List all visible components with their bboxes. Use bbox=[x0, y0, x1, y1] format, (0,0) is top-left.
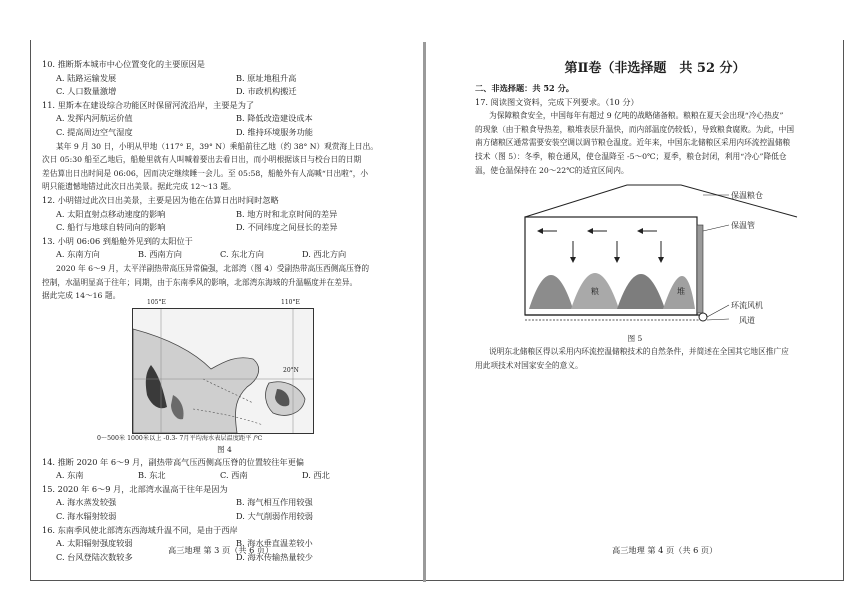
q15-option-d: D. 大气削弱作用较弱 bbox=[236, 511, 313, 522]
q14-option-a: A. 东南 bbox=[56, 470, 84, 481]
q16-option-d: D. 海水传输热量较少 bbox=[236, 551, 313, 562]
page-4-footer: 高三地理 第 4 页（共 6 页） bbox=[612, 545, 718, 555]
q15-stem: 15. 2020 年 6～9 月，北部湾水温高于往年是因为 bbox=[42, 483, 228, 494]
q11-option-c: C. 提高周边空气湿度 bbox=[56, 126, 133, 137]
question-line: 用此项技术对国家安全的意义。 bbox=[475, 360, 583, 370]
q10-option-d: D. 市政机构搬迁 bbox=[236, 86, 297, 97]
map-label-105e: 105°E bbox=[147, 298, 166, 306]
passage-14-16 bbox=[42, 262, 407, 303]
q13-options bbox=[42, 248, 407, 262]
q12-option-d: D. 不同纬度之间昼长的差异 bbox=[236, 222, 338, 233]
label-pipe: 保温管 bbox=[731, 221, 755, 231]
grain-label-1: 粮 bbox=[591, 287, 599, 297]
q11-options bbox=[42, 112, 407, 139]
q17-question bbox=[475, 345, 835, 372]
q12-option-b: B. 地方时和北京时间的差异 bbox=[236, 208, 338, 219]
page-fold-shadow bbox=[423, 42, 426, 582]
q14-option-c: C. 西南 bbox=[220, 470, 248, 481]
passage-line: 明只能遗憾地错过此次日出美景。据此完成 12～13 题。 bbox=[42, 182, 236, 192]
q11-option-d: D. 维持环境服务功能 bbox=[236, 126, 313, 137]
question-line: 说明东北储粮区得以采用内环流控温储粮技术的自然条件，并简述在全国其它地区推广应 bbox=[489, 347, 789, 357]
q12-option-a: A. 太阳直射点移动速度的影响 bbox=[56, 208, 166, 219]
q12-option-c: C. 船行与地球自转同向的影响 bbox=[56, 222, 166, 233]
granary-diagram-graphic bbox=[517, 181, 817, 333]
passage-line: 的现象（由于粮食导热差，粮堆表层升温快，而内部温度仍较低），导致粮食腐败。为此，中国 bbox=[475, 124, 795, 134]
passage-line: 温，使仓温保持在 20～22℃的适宜区间内。 bbox=[475, 165, 629, 175]
q15-option-b: B. 海气相互作用较强 bbox=[236, 497, 313, 508]
q12-stem: 12. 小明错过此次日出美景，主要是因为他在估算日出时间时忽略 bbox=[42, 194, 279, 205]
q15-option-a: A. 海水蒸发较强 bbox=[56, 497, 117, 508]
q14-stem: 14. 推断 2020 年 6～9 月，副热带高气压西侧高压脊的位置较往年更偏 bbox=[42, 456, 304, 467]
label-fan: 环流风机 bbox=[731, 301, 763, 311]
q14-options bbox=[42, 469, 407, 483]
passage-line: 某年 9 月 30 日，小明从甲地（117° E，39° N）乘船前往乙地（约 38° N）观赏海上日出。 bbox=[56, 141, 378, 151]
q10-option-a: A. 陆路运输发展 bbox=[56, 72, 117, 83]
figure-4-legend: 0～500米 1000米以上 -0.3- 7月平均海水表层温度距平 /℃ bbox=[97, 434, 263, 442]
page-4 bbox=[475, 58, 835, 372]
q16-option-b: B. 海水垂直温差较小 bbox=[236, 538, 313, 549]
passage-line: 次日 05:30 船至乙地后，船舱里就有人叫喊着要出去看日出，而小明根据该日与校台日的日期 bbox=[42, 155, 362, 165]
q11-option-a: A. 发挥内河航运价值 bbox=[56, 113, 133, 124]
label-duct: 风道 bbox=[739, 316, 755, 326]
label-warehouse: 保温粮仓 bbox=[731, 191, 763, 201]
map-label-20n: 20°N bbox=[283, 366, 299, 374]
q13-option-d: D. 西北方向 bbox=[302, 249, 347, 260]
q10-options bbox=[42, 72, 407, 99]
q16-stem: 16. 东南季风使北部湾东西海域升温不同，是由于西岸 bbox=[42, 524, 238, 535]
q13-option-c: C. 东北方向 bbox=[220, 249, 264, 260]
q17-passage bbox=[475, 109, 835, 177]
q11-stem: 11. 里斯本在建设综合功能区时保留河流沿岸，主要是为了 bbox=[42, 99, 255, 110]
passage-12-13 bbox=[42, 140, 407, 194]
q13-stem: 13. 小明 06:06 到船舱外见到的太阳位于 bbox=[42, 235, 193, 246]
q13-option-b: B. 西南方向 bbox=[138, 249, 182, 260]
q17-stem: 17. 阅读图文资料，完成下列要求。（10 分） bbox=[475, 96, 639, 107]
passage-line: 技术（图 5）：冬季，粮仓通风，使仓温降至 -5～0℃；夏季，粮仓封闭，利用“冷心”降低仓 bbox=[475, 151, 787, 161]
page-3 bbox=[42, 58, 407, 564]
page-3-footer: 高三地理 第 3 页（共 6 页） bbox=[168, 545, 274, 555]
q10-option-c: C. 人口数量激增 bbox=[56, 86, 117, 97]
passage-line: 为保障粮食安全，中国每年有超过 9 亿吨的战略储备粮。粮粮在夏天会出现“冷心热皮” bbox=[489, 111, 784, 121]
q14-option-d: D. 西北 bbox=[302, 470, 330, 481]
part-heading: 二、非选择题：共 52 分。 bbox=[475, 83, 574, 93]
q14-option-b: B. 东北 bbox=[138, 470, 166, 481]
passage-line: 南方储粮区通常需要安装空调以调节粮仓温度。近年来，中国东北储粮区采用内环流控温储粮 bbox=[475, 138, 791, 148]
passage-line: 2020 年 6～9 月，太平洋副热带高压异常偏强，北部湾（图 4）受副热带高压西侧高压脊的 bbox=[56, 263, 370, 273]
q11-option-b: B. 降低改造建设成本 bbox=[236, 113, 313, 124]
passage-line: 控制，水温明显高于往年；同期，由于东南季风的影响，北部湾东海域的升温幅度并在差异。 bbox=[42, 277, 358, 287]
q15-options bbox=[42, 496, 407, 523]
figure-5-caption: 图 5 bbox=[627, 334, 643, 344]
figure-4-map bbox=[132, 298, 314, 434]
section-title: 第Ⅱ卷（非选择题 共 52 分） bbox=[564, 61, 746, 76]
q10-option-b: B. 原址地租升高 bbox=[236, 72, 297, 83]
grain-label-2: 堆 bbox=[677, 287, 685, 297]
q10-stem: 10. 推断斯本城市中心位置变化的主要原因是 bbox=[42, 59, 205, 69]
passage-line: 差估算出日出时间是 06:06，因而决定继续睡一会儿。至 05:58，船舱外有人高喊“日出啦”，小 bbox=[42, 168, 369, 178]
passage-line: 据此完成 14～16 题。 bbox=[42, 291, 121, 301]
q13-option-a: A. 东南方向 bbox=[56, 249, 100, 260]
q12-options bbox=[42, 208, 407, 235]
q15-option-c: C. 海水辐射较弱 bbox=[56, 511, 117, 522]
map-label-110e: 110°E bbox=[281, 298, 300, 306]
figure-5-diagram bbox=[517, 181, 817, 333]
q16-option-a: A. 太阳辐射强度较弱 bbox=[56, 538, 133, 549]
q16-option-c: C. 台风登陆次数较多 bbox=[56, 551, 133, 562]
figure-4-caption: 图 4 bbox=[217, 444, 232, 454]
